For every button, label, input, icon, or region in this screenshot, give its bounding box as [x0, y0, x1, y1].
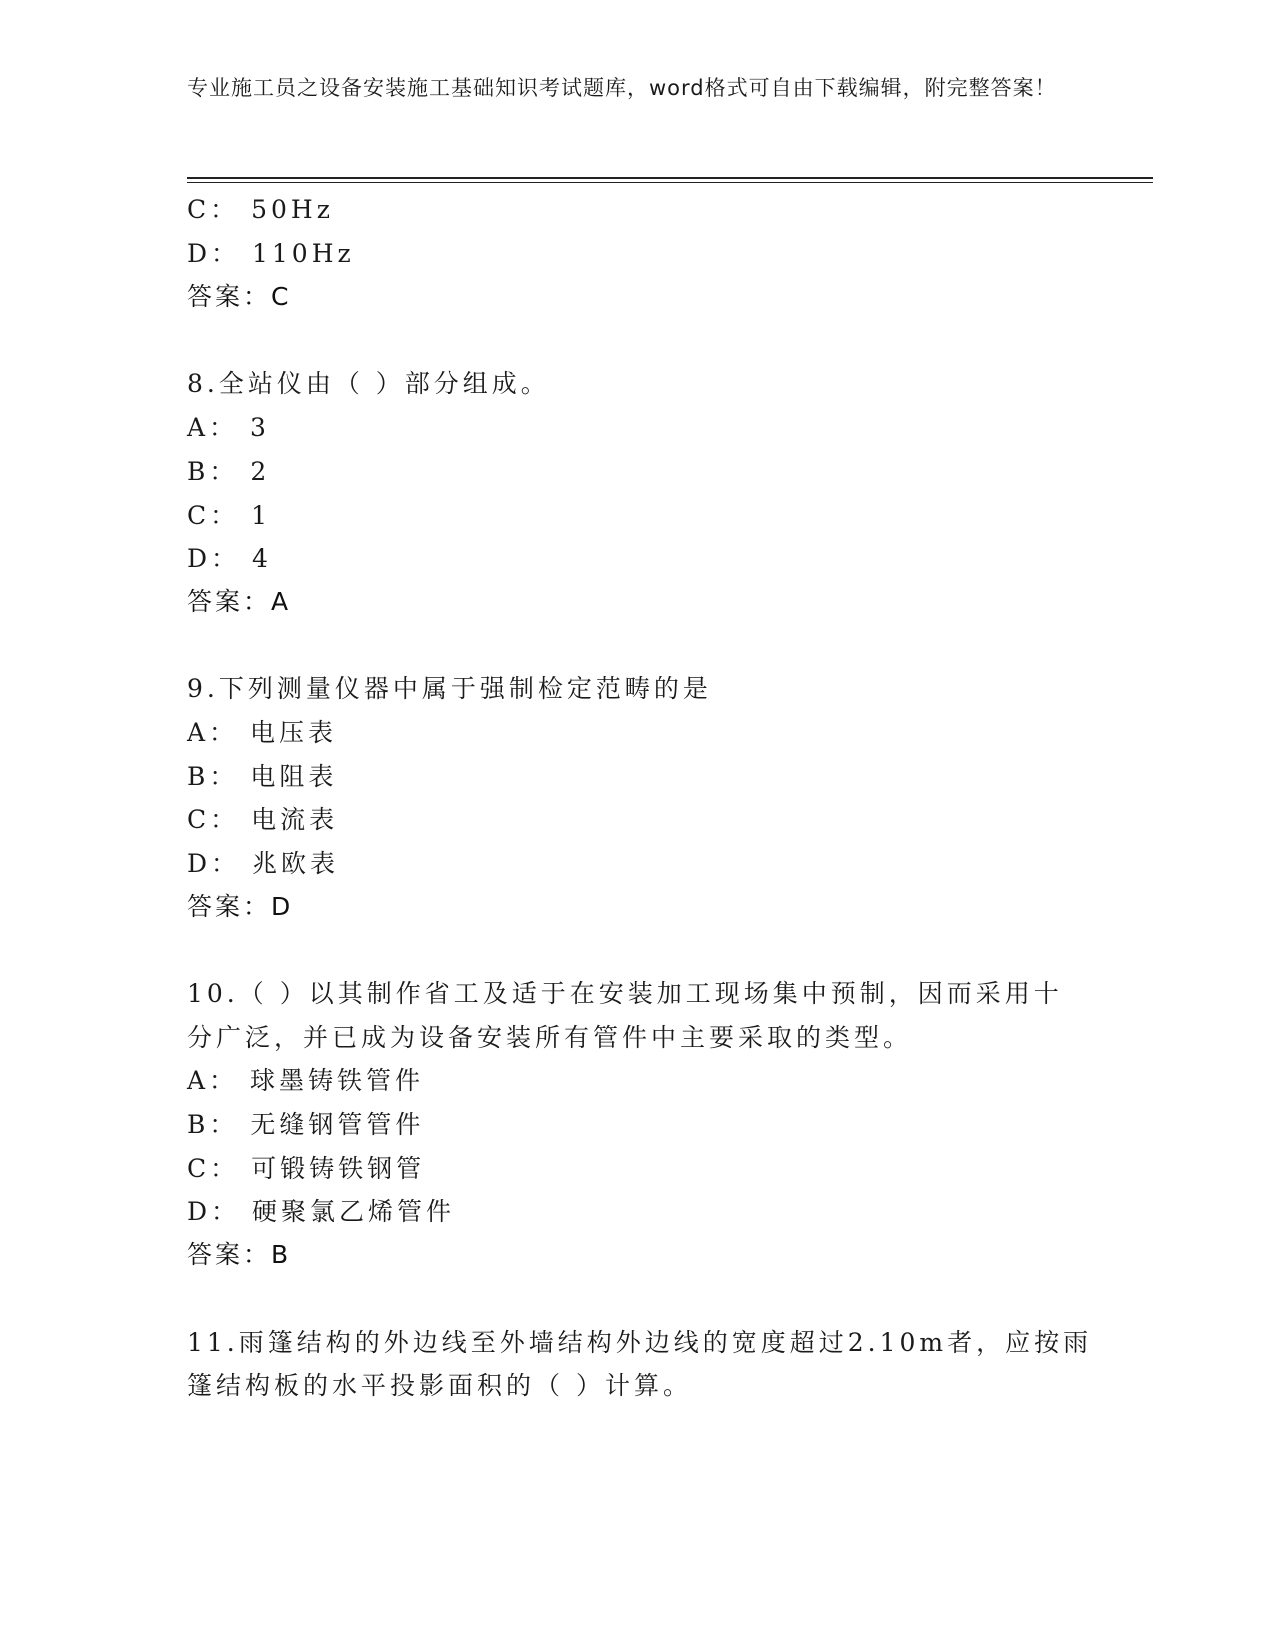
- q8-option-c: C： 1: [187, 501, 271, 530]
- q9-option-d: D： 兆欧表: [187, 849, 339, 878]
- q7-option-c: C： 50Hz: [187, 195, 334, 224]
- q10-option-b: B： 无缝钢管管件: [187, 1110, 425, 1139]
- q11-stem-line-1: 11.雨篷结构的外边线至外墙结构外边线的宽度超过2.10m者，应按雨: [187, 1328, 1093, 1357]
- q7-option-d: D： 110Hz: [187, 239, 355, 268]
- document-header: [187, 72, 1067, 105]
- q11-stem-line-2: 篷结构板的水平投影面积的（ ）计算。: [187, 1371, 692, 1400]
- q8-option-b: B： 2: [187, 457, 271, 486]
- q9-answer: 答案：D: [187, 892, 294, 921]
- q7-answer: 答案：C: [187, 282, 292, 311]
- q10-option-a: A： 球墨铸铁管件: [187, 1066, 425, 1095]
- q9-stem: 9.下列测量仪器中属于强制检定范畴的是: [187, 674, 712, 703]
- q8-option-a: A： 3: [187, 413, 270, 442]
- header-divider-thin: [187, 182, 1153, 183]
- q10-option-d: D： 硬聚氯乙烯管件: [187, 1197, 455, 1226]
- q10-option-c: C： 可锻铸铁钢管: [187, 1154, 426, 1183]
- q8-stem: 8.全站仪由（ ）部分组成。: [187, 369, 550, 398]
- q10-stem-line-2: 分广泛，并已成为设备安装所有管件中主要采取的类型。: [187, 1023, 913, 1052]
- q8-answer: 答案：A: [187, 587, 292, 616]
- q9-option-a: A： 电压表: [187, 718, 338, 747]
- q9-option-c: C： 电流表: [187, 805, 339, 834]
- header-divider: [187, 177, 1153, 179]
- q8-option-d: D： 4: [187, 544, 272, 573]
- q10-answer: 答案：B: [187, 1240, 292, 1269]
- q9-option-b: B： 电阻表: [187, 762, 338, 791]
- q10-stem-line-1: 10.（ ）以其制作省工及适于在安装加工现场集中预制，因而采用十: [187, 979, 1063, 1008]
- header-text: 专业施工员之设备安装施工基础知识考试题库，word格式可自由下载编辑，附完整答案！: [187, 76, 1057, 100]
